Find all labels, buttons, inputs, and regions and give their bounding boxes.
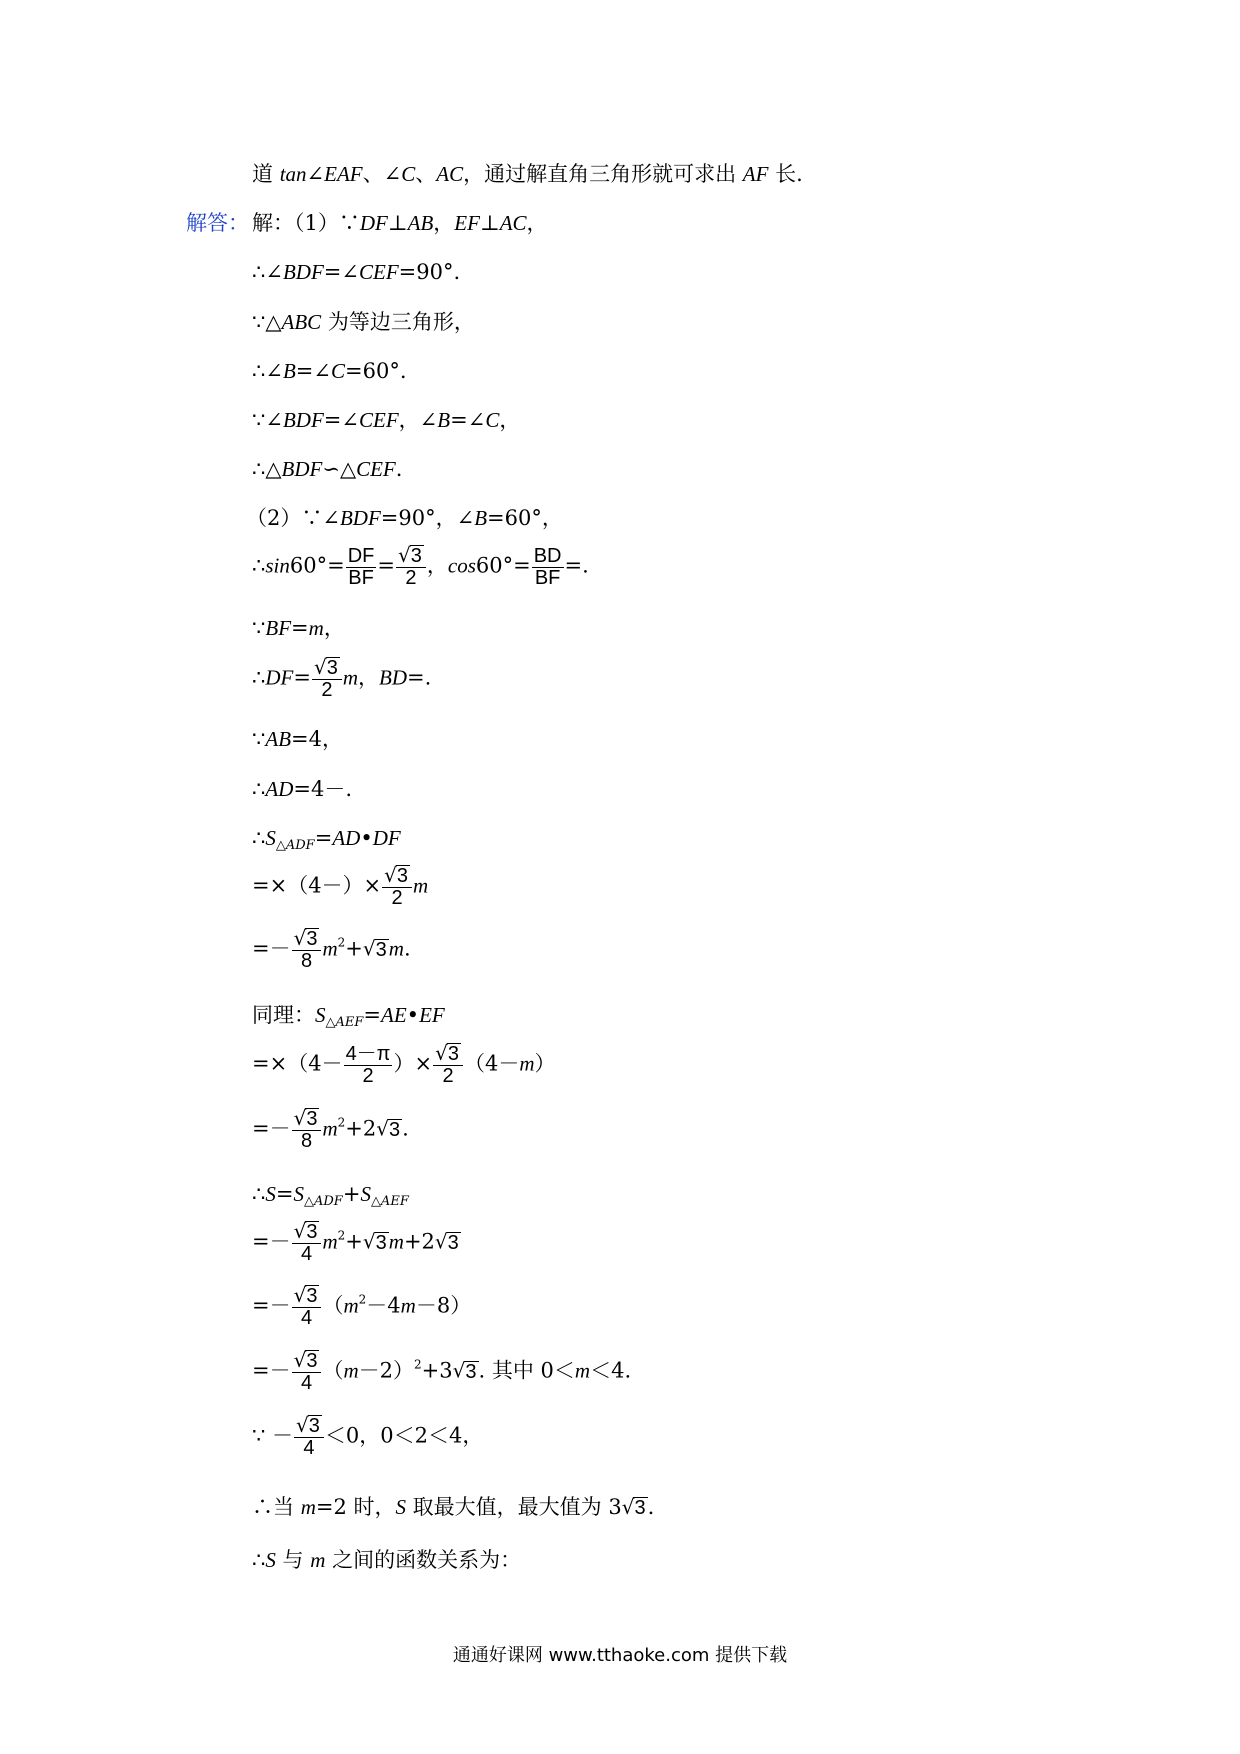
text: 取最大值，最大值为 3 <box>406 1495 622 1519</box>
math: m <box>388 1229 404 1254</box>
math: EAF <box>324 162 363 186</box>
page-footer: 通通好课网 www.tthaoke.com 提供下载 <box>452 1645 788 1666</box>
radicand: 3 <box>396 865 409 887</box>
text: =4－. <box>293 777 353 801</box>
math: m <box>343 1358 359 1383</box>
text: 60°= <box>289 553 345 578</box>
text: （ <box>322 1293 344 1318</box>
fraction <box>292 1285 322 1329</box>
text: 为等边三角形， <box>321 310 475 334</box>
text-line <box>252 310 475 335</box>
denominator: 2 <box>405 567 417 589</box>
sqrt-icon: √ <box>313 655 327 679</box>
text: +3 <box>421 1358 453 1383</box>
math: C <box>485 408 500 432</box>
text: ∴当 <box>252 1495 301 1519</box>
text: （2）∵∠ <box>246 506 340 530</box>
fraction <box>344 1044 393 1087</box>
text-line <box>252 826 401 854</box>
math: AB <box>265 727 292 751</box>
numerator <box>292 1221 322 1244</box>
math: ABC <box>281 310 322 334</box>
math: AD <box>265 777 294 801</box>
math: AE <box>381 1003 407 1027</box>
math: C <box>331 359 346 383</box>
text: ，∠ <box>398 408 438 432</box>
sqrt-icon: √ <box>293 1106 307 1130</box>
radicand: 3 <box>308 1415 320 1437</box>
fraction <box>292 928 322 972</box>
math: BDF <box>281 457 323 481</box>
text: ∠ <box>306 162 325 186</box>
math: m <box>343 1293 359 1318</box>
text: ＜0，0＜2＜4， <box>324 1423 484 1448</box>
text-line <box>252 727 343 752</box>
text: ，通过解直角三角形就可求出 <box>463 162 743 186</box>
text-line <box>252 1003 445 1031</box>
text: =60°， <box>487 506 563 530</box>
numerator <box>396 545 426 568</box>
math: CEF <box>356 457 396 481</box>
text: ， <box>426 553 448 578</box>
text: = <box>293 665 311 690</box>
text: ∵ － <box>252 1423 294 1448</box>
math: AC <box>436 162 464 186</box>
text-line <box>252 777 352 802</box>
math: DF <box>359 211 388 235</box>
numerator <box>433 1043 463 1066</box>
text: ∴△ <box>252 457 282 481</box>
text-line <box>252 211 548 236</box>
fraction <box>532 546 564 589</box>
text-line <box>252 1495 654 1520</box>
text: －8） <box>415 1293 472 1318</box>
denominator: BF <box>534 566 561 589</box>
radicand: 3 <box>306 1285 318 1307</box>
text: =2 时， <box>315 1495 396 1519</box>
answer-label: 解答： <box>186 211 249 235</box>
text: . <box>395 457 403 481</box>
math: S <box>265 826 276 850</box>
denominator: BF <box>348 566 374 589</box>
subscript: △AEF <box>325 1015 364 1030</box>
text: 长. <box>768 162 803 186</box>
radicand: 3 <box>389 1118 401 1141</box>
fraction <box>346 546 377 589</box>
text: =－ <box>252 1358 291 1383</box>
text-line <box>252 1182 409 1210</box>
text: . <box>403 936 411 961</box>
text: =. <box>564 553 589 578</box>
text-line <box>252 1221 461 1265</box>
math: m <box>308 616 324 640</box>
denominator: 2 <box>362 1064 374 1087</box>
text: . <box>647 1495 655 1519</box>
radicand: 3 <box>447 1043 459 1065</box>
text: . 其中 0＜ <box>478 1358 575 1383</box>
text-line <box>252 545 589 589</box>
math: C <box>401 162 416 186</box>
sqrt-icon: √ <box>376 1116 390 1141</box>
text-line <box>252 865 428 909</box>
math: m <box>413 873 429 898</box>
text: 之间的函数关系为： <box>325 1548 522 1572</box>
radicand: 3 <box>410 545 422 567</box>
math: S <box>293 1182 304 1206</box>
sqrt-icon: √ <box>362 1229 376 1254</box>
text: =90°. <box>398 260 461 284</box>
text: ∴∠ <box>252 359 283 383</box>
denominator: 2 <box>321 679 333 701</box>
text-line <box>252 1108 409 1152</box>
math: S <box>265 1548 276 1572</box>
sqrt-icon: √ <box>293 1219 307 1243</box>
math: m <box>322 1116 338 1141</box>
math: m <box>342 665 359 690</box>
numerator: BD <box>533 544 562 567</box>
text: =－ <box>252 1293 291 1318</box>
superscript: 2 <box>337 935 346 950</box>
denominator: 2 <box>442 1065 454 1087</box>
denominator: 8 <box>300 1130 313 1152</box>
sqrt-icon: √ <box>296 1413 309 1437</box>
text: = <box>363 1003 382 1027</box>
text: （ <box>322 1358 344 1383</box>
fraction <box>396 545 426 589</box>
text: ∵ <box>252 616 266 640</box>
denominator: 4 <box>303 1437 315 1459</box>
text: = <box>291 616 309 640</box>
text: ∵ <box>252 727 266 751</box>
math: S <box>360 1182 371 1206</box>
text: =－ <box>252 936 291 961</box>
radicand: 3 <box>326 657 338 679</box>
text: • <box>360 826 373 850</box>
text: + <box>345 1229 363 1254</box>
fraction <box>294 1415 324 1459</box>
sqrt-icon: √ <box>434 1229 448 1254</box>
math: B <box>474 506 488 530</box>
text: =∠ <box>323 408 359 432</box>
radicand: 3 <box>306 1350 318 1372</box>
sqrt-icon: √ <box>293 926 307 950</box>
text-line <box>252 359 407 384</box>
radicand: 3 <box>306 928 318 950</box>
math: S <box>315 1003 326 1027</box>
math: BDF <box>282 408 324 432</box>
text-line <box>252 1415 483 1459</box>
text-line <box>252 657 431 701</box>
text: 同理： <box>252 1003 315 1027</box>
math: DF <box>372 826 401 850</box>
radicand: 3 <box>375 1231 387 1254</box>
math: m <box>574 1358 591 1383</box>
fraction <box>312 657 342 701</box>
math: S <box>265 1182 276 1206</box>
text: =∠ <box>323 260 359 284</box>
text: =－ <box>252 1116 291 1141</box>
math: m <box>400 1293 416 1318</box>
fraction <box>292 1221 322 1265</box>
text: ∴ <box>252 665 266 690</box>
sqrt-icon: √ <box>398 543 411 567</box>
math: BF <box>265 616 292 640</box>
math: EF <box>454 211 480 235</box>
text: ∽△ <box>322 457 357 481</box>
text: ∴∠ <box>252 260 283 284</box>
text: 、 <box>415 162 437 186</box>
text-line <box>252 1350 631 1394</box>
math: B <box>437 408 451 432</box>
text: • <box>406 1003 420 1027</box>
text: + <box>342 1182 361 1206</box>
text: 、∠ <box>362 162 402 186</box>
text-line <box>252 408 520 433</box>
text-line <box>246 506 563 531</box>
text: =90°，∠ <box>380 506 475 530</box>
text: －2） <box>358 1358 415 1383</box>
denominator: 2 <box>391 887 403 909</box>
denominator: 4 <box>300 1372 313 1394</box>
sqrt-icon: √ <box>362 936 376 961</box>
text: 道 <box>252 162 280 186</box>
text: ∵△ <box>252 310 282 334</box>
denominator: 4 <box>300 1307 313 1329</box>
math: CEF <box>359 260 399 284</box>
radicand: 3 <box>447 1231 459 1254</box>
numerator <box>292 1108 322 1131</box>
text: ∴ <box>252 553 266 578</box>
text: . <box>402 1116 409 1141</box>
math: m <box>519 1051 535 1076</box>
numerator <box>312 657 342 680</box>
sqrt-icon: √ <box>435 1041 448 1065</box>
text: =4， <box>291 727 343 751</box>
text-line <box>252 1285 471 1329</box>
text: ∴ <box>252 1548 266 1572</box>
denominator: 8 <box>300 950 313 972</box>
fraction <box>292 1108 322 1152</box>
math: DF <box>265 665 294 690</box>
text: = <box>377 553 395 578</box>
text: =∠ <box>450 408 486 432</box>
numerator <box>292 928 322 951</box>
numerator <box>382 865 412 888</box>
text: ） <box>534 1051 556 1076</box>
math: S <box>395 1495 406 1519</box>
denominator: 4 <box>300 1243 313 1265</box>
radicand: 3 <box>634 1497 646 1519</box>
text: = <box>275 1182 294 1206</box>
text: =∠ <box>295 359 331 383</box>
math: m <box>310 1548 326 1572</box>
text: =×（4－ <box>252 1051 343 1076</box>
math: EF <box>419 1003 445 1027</box>
text-line <box>252 1548 521 1573</box>
text: =－ <box>252 1229 291 1254</box>
text: ⊥ <box>479 211 500 235</box>
math: sin <box>265 553 290 578</box>
text: ， <box>499 408 521 432</box>
math: CEF <box>359 408 399 432</box>
fraction <box>433 1043 463 1087</box>
sqrt-icon: √ <box>452 1358 466 1383</box>
superscript: 2 <box>337 1228 346 1243</box>
text-line <box>252 1043 556 1087</box>
text: + <box>345 936 363 961</box>
radicand: 3 <box>306 1221 318 1243</box>
numerator <box>292 1285 322 1308</box>
text: =60°. <box>345 359 407 383</box>
text-line <box>252 260 460 285</box>
numerator: DF <box>347 544 375 567</box>
subscript: △AEF <box>370 1194 409 1209</box>
text: =. <box>407 665 432 690</box>
math: tan <box>279 162 307 186</box>
math: m <box>300 1495 316 1519</box>
superscript: 2 <box>337 1115 346 1130</box>
numerator <box>294 1415 324 1438</box>
math: cos <box>447 553 476 578</box>
text: ）× <box>393 1051 433 1076</box>
math: AC <box>499 211 527 235</box>
text: ， <box>526 211 548 235</box>
numerator <box>292 1350 322 1373</box>
subscript: △ADF <box>275 838 315 853</box>
text: ＜4. <box>590 1358 632 1383</box>
sqrt-icon: √ <box>293 1348 307 1372</box>
math: AF <box>742 162 769 186</box>
text: ， <box>323 616 345 640</box>
superscript: 2 <box>414 1357 422 1372</box>
text-line <box>252 162 803 187</box>
text-line <box>252 616 345 641</box>
text: = <box>314 826 333 850</box>
text: ∴ <box>252 826 266 850</box>
math: BD <box>379 665 408 690</box>
fraction <box>382 865 412 909</box>
text-line <box>252 457 402 482</box>
superscript: 2 <box>358 1292 367 1307</box>
fraction <box>292 1350 322 1394</box>
text: ∴ <box>252 777 266 801</box>
text: ， <box>358 665 380 690</box>
math: BDF <box>339 506 381 530</box>
math: BDF <box>282 260 324 284</box>
radicand: 3 <box>375 938 387 961</box>
radicand: 3 <box>306 1108 318 1130</box>
text: 与 <box>275 1548 311 1572</box>
text: （4－ <box>463 1051 520 1076</box>
text: +2 <box>403 1229 435 1254</box>
text: +2 <box>345 1116 377 1141</box>
text: ∴ <box>252 1182 266 1206</box>
sqrt-icon: √ <box>293 1283 307 1307</box>
text: －4 <box>366 1293 401 1318</box>
numerator: 4－π <box>345 1042 391 1065</box>
text: ， <box>433 211 455 235</box>
math: AB <box>407 211 434 235</box>
text: 60°= <box>475 553 531 578</box>
math: m <box>322 936 338 961</box>
sqrt-icon: √ <box>384 863 397 887</box>
subscript: △ADF <box>303 1194 343 1209</box>
radicand: 3 <box>465 1360 477 1383</box>
text: ⊥ <box>387 211 408 235</box>
math: m <box>322 1229 338 1254</box>
math: m <box>388 936 404 961</box>
math: B <box>282 359 296 383</box>
sqrt-icon: √ <box>621 1495 635 1519</box>
math: AD <box>332 826 361 850</box>
text: 解：（1）∵ <box>252 211 360 235</box>
text: =×（4－）× <box>252 873 382 898</box>
text-line <box>252 928 411 972</box>
text: ∵∠ <box>252 408 283 432</box>
